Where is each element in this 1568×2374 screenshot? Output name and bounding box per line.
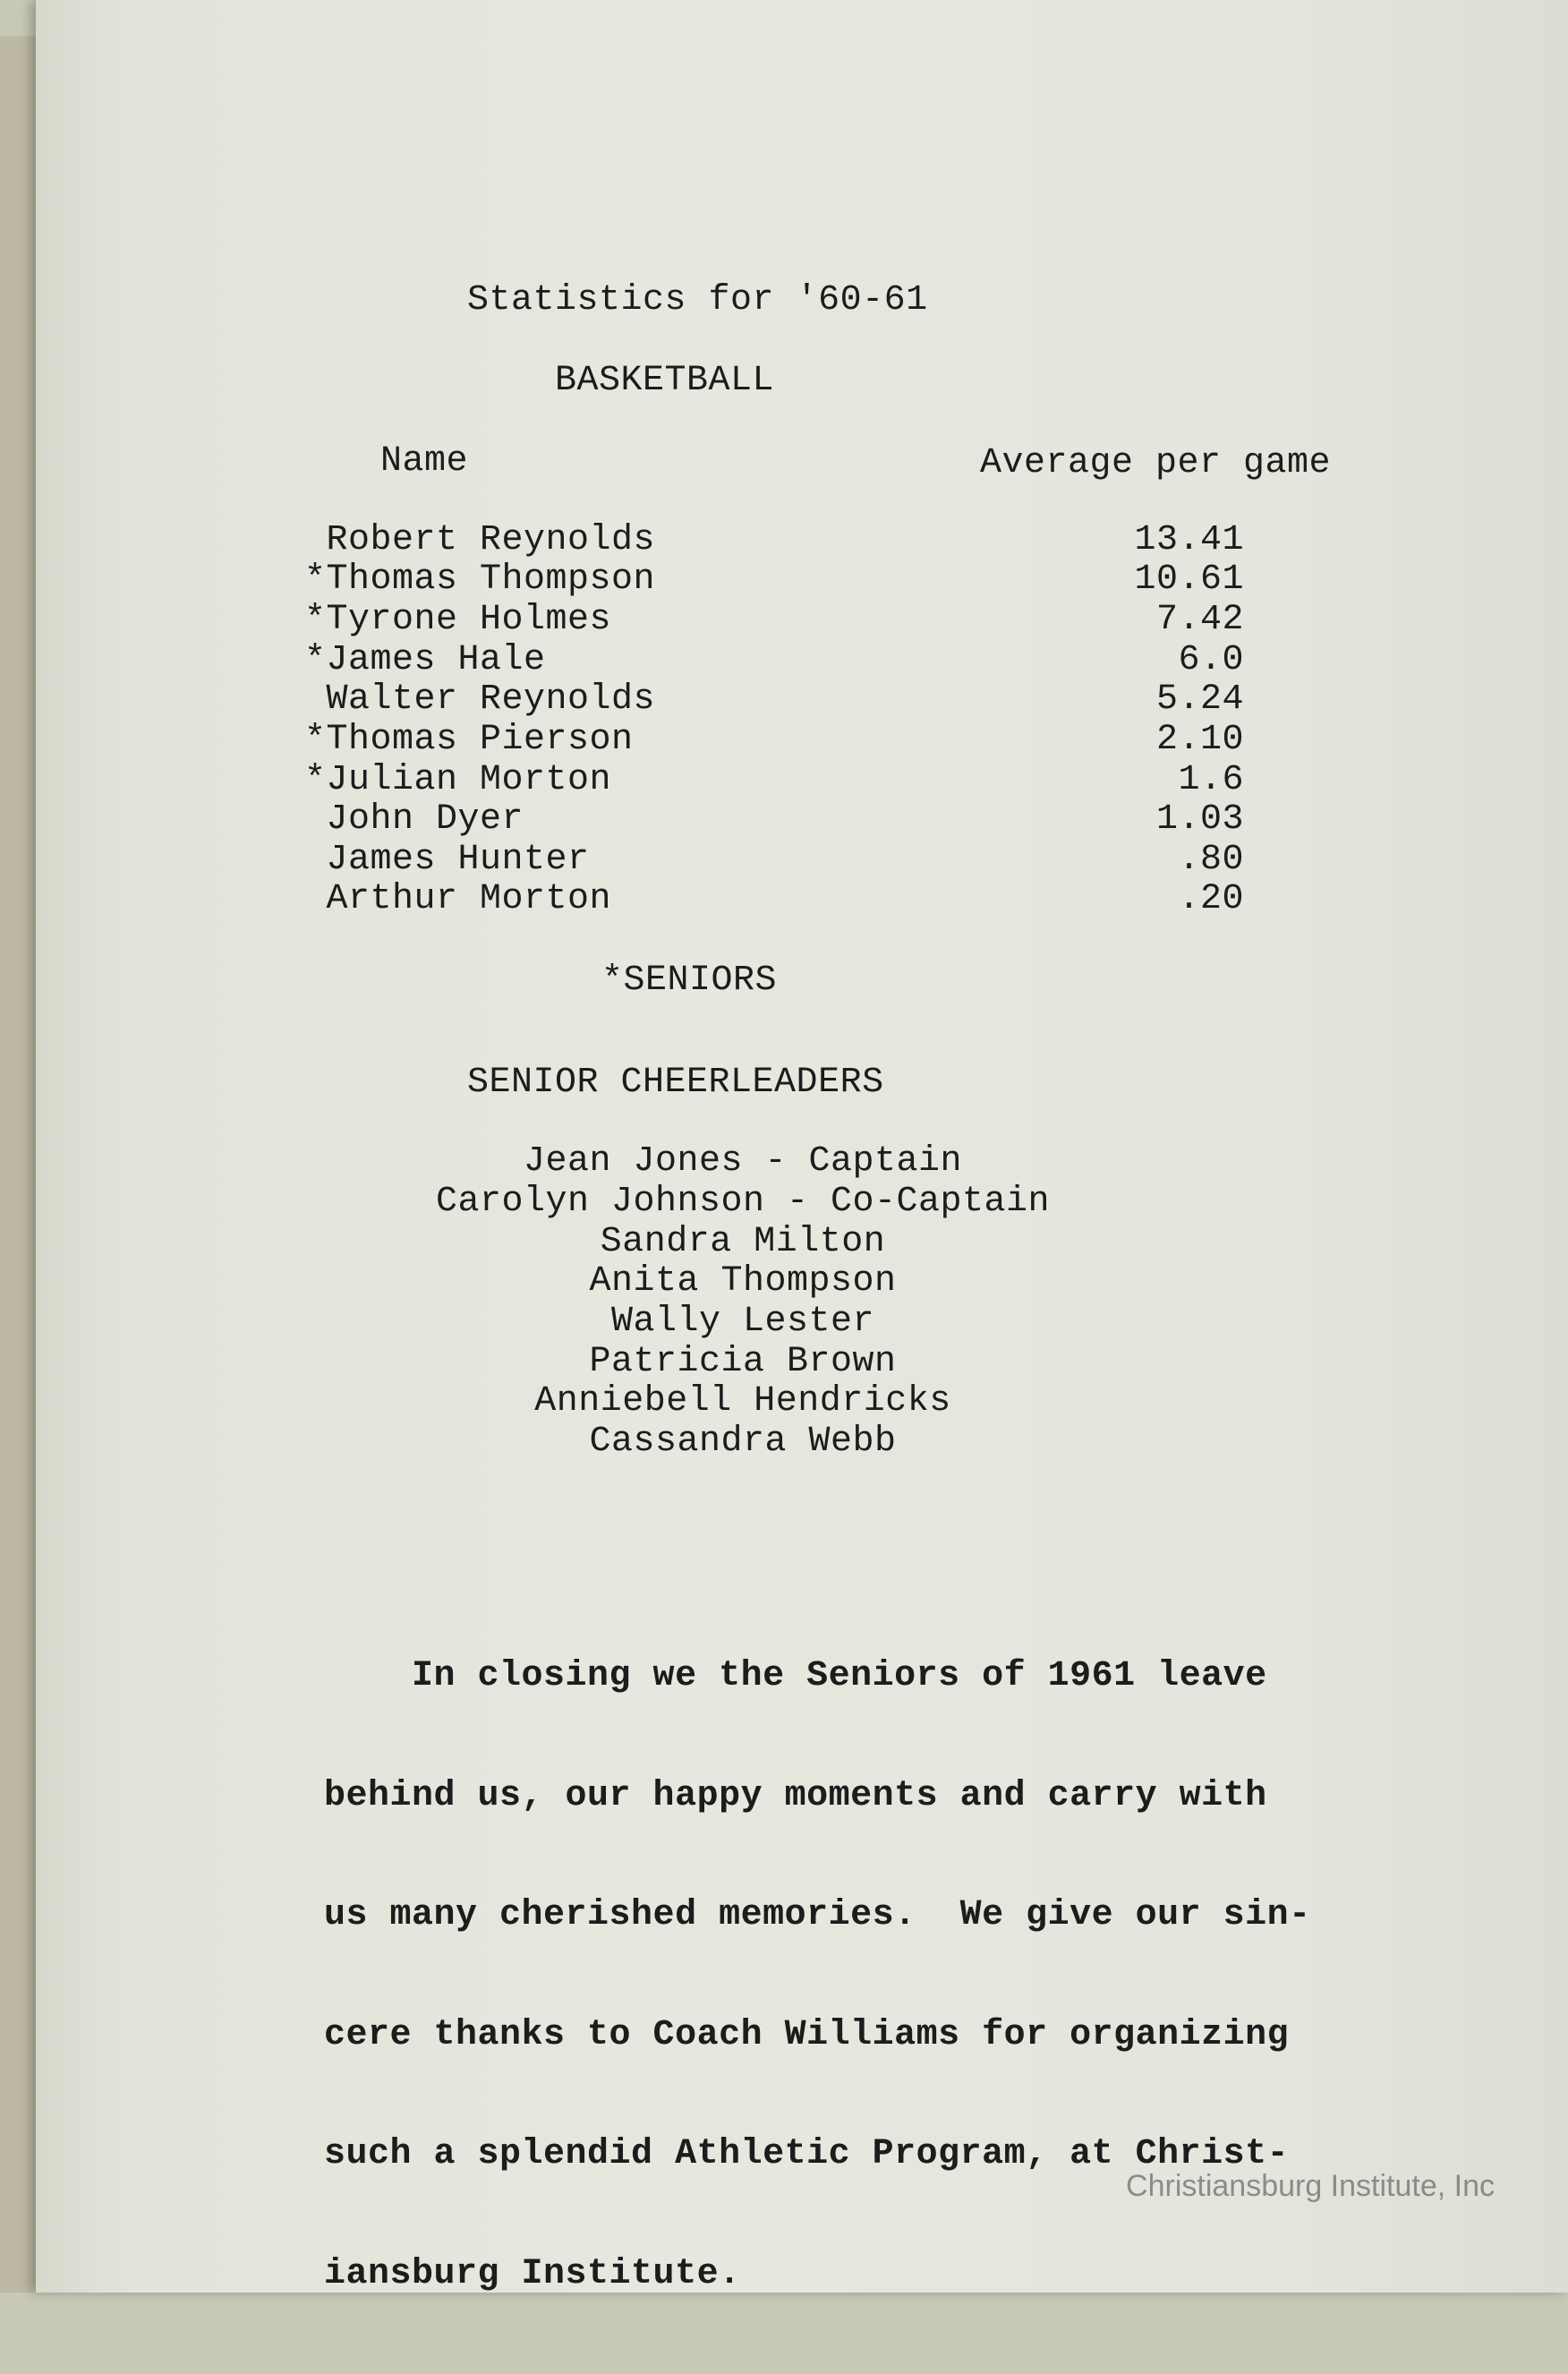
player-name: *James Hale <box>304 640 546 680</box>
seniors-note: *SENIORS <box>601 961 778 1001</box>
cheerleader-name: Patricia Brown <box>589 1342 897 1382</box>
cheerleader-name: Anita Thompson <box>589 1261 897 1302</box>
player-average: 6.0 <box>1178 640 1244 680</box>
player-name: *Thomas Thompson <box>304 559 656 600</box>
table-row <box>304 560 1289 600</box>
closing-line: behind us, our happy moments and carry with <box>324 1775 1267 1816</box>
player-average: 2.10 <box>1155 720 1244 760</box>
player-average: 5.24 <box>1155 679 1244 720</box>
table-row <box>304 680 1289 720</box>
player-average: .80 <box>1178 840 1244 880</box>
table-row <box>304 761 1289 800</box>
cheerleader-name: Anniebell Hendricks <box>534 1381 951 1422</box>
cheerleader-name: Wally Lester <box>610 1302 875 1342</box>
document-page <box>36 0 1568 2293</box>
cheerleader-name: Sandra Milton <box>600 1222 886 1262</box>
player-name: Robert Reynolds <box>304 520 656 560</box>
player-average: 7.42 <box>1155 600 1244 640</box>
table-row <box>304 880 1289 919</box>
player-average: .20 <box>1178 879 1244 919</box>
closing-line: us many cherished memories. We give our sin- <box>324 1895 1311 1935</box>
player-name: *Tyrone Holmes <box>304 600 612 640</box>
sport-heading: BASKETBALL <box>555 361 775 401</box>
player-name: Arthur Morton <box>304 879 612 919</box>
cheerleader-name: Jean Jones - Captain <box>523 1141 963 1182</box>
table-row <box>304 721 1289 760</box>
page-title: Statistics for '60-61 <box>467 280 928 320</box>
player-name: James Hunter <box>304 840 590 880</box>
closing-line: In closing we the Seniors of 1961 leave <box>324 1656 1267 1696</box>
cheerleader-name: Cassandra Webb <box>589 1422 897 1462</box>
table-row <box>304 800 1289 840</box>
table-row <box>304 601 1289 640</box>
player-average: 1.03 <box>1155 799 1244 840</box>
column-header-name: Name <box>380 441 469 482</box>
table-row <box>304 521 1289 560</box>
player-average: 10.61 <box>1134 559 1244 600</box>
player-name: John Dyer <box>304 799 524 840</box>
cheerleaders-heading: SENIOR CHEERLEADERS <box>467 1063 884 1103</box>
player-name: Walter Reynolds <box>304 679 656 720</box>
player-average: 1.6 <box>1178 760 1244 800</box>
closing-line: iansburg Institute. <box>324 2253 741 2294</box>
player-average: 13.41 <box>1134 520 1244 560</box>
table-row <box>304 641 1289 680</box>
column-header-average: Average per game <box>980 443 1332 483</box>
table-row <box>304 841 1289 880</box>
closing-line: cere thanks to Coach Williams for organizing <box>324 2014 1290 2055</box>
closing-line: such a splendid Athletic Program, at Christ- <box>324 2134 1290 2174</box>
cheerleader-name: Carolyn Johnson - Co-Captain <box>435 1182 1051 1222</box>
bleed-through-texture <box>1360 251 1396 260</box>
watermark: Christiansburg Institute, Inc <box>1126 2169 1495 2203</box>
closing-paragraph <box>324 1577 1398 2374</box>
player-name: *Julian Morton <box>304 760 612 800</box>
player-name: *Thomas Pierson <box>304 720 634 760</box>
